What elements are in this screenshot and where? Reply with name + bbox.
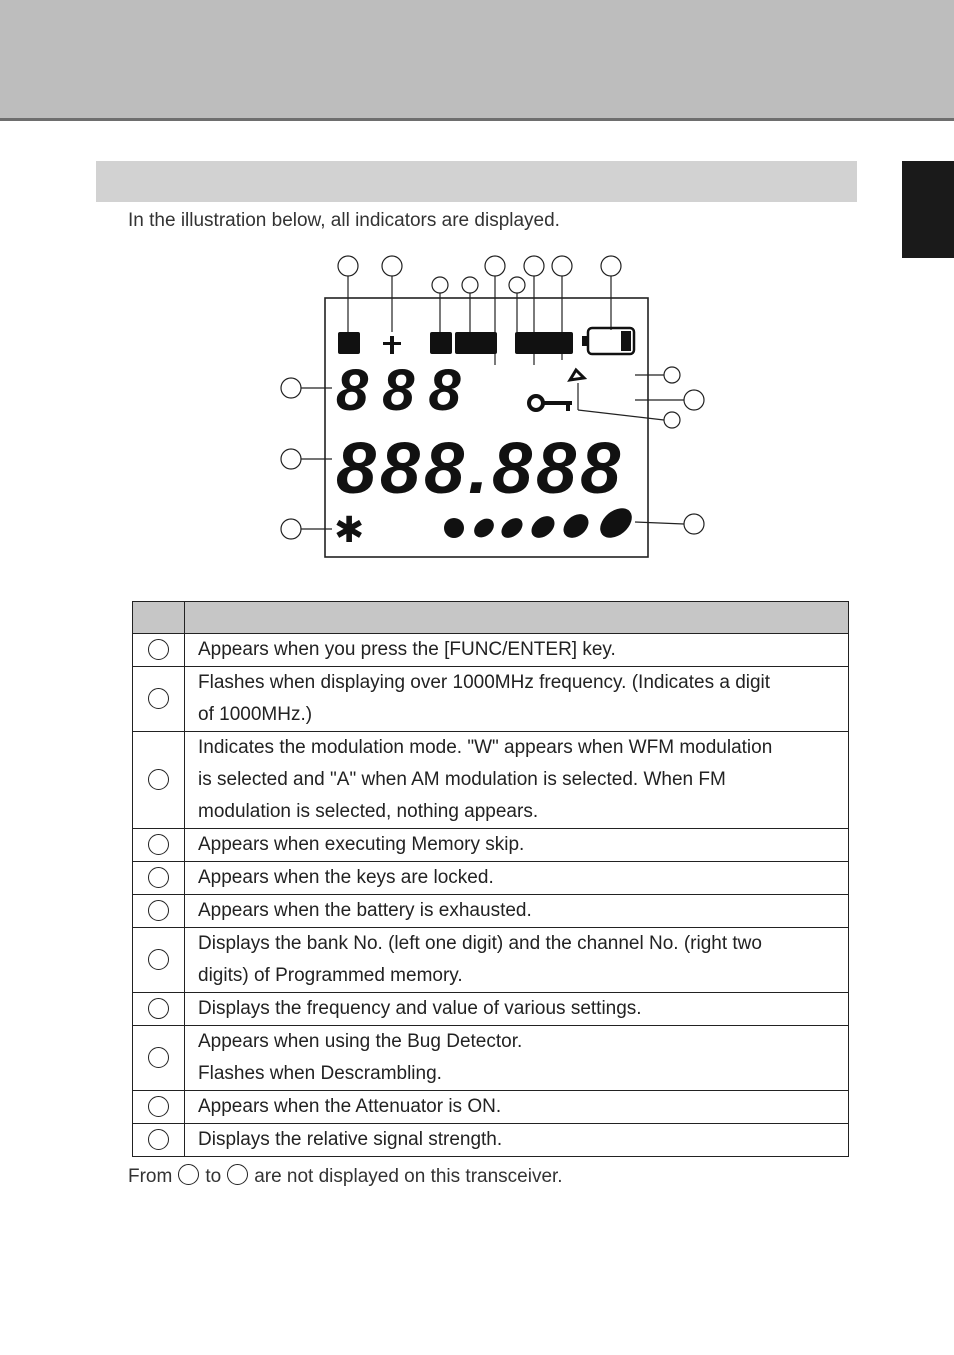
row-marker-cell bbox=[133, 1026, 185, 1091]
footnote-to: to bbox=[205, 1166, 222, 1187]
row-description: Appears when you press the [FUNC/ENTER] key. bbox=[185, 634, 849, 667]
circle-marker bbox=[148, 834, 169, 855]
row-marker-cell bbox=[133, 634, 185, 667]
row-description: Displays the relative signal strength. bbox=[185, 1124, 849, 1157]
footnote-rest: are not displayed on this transceiver. bbox=[254, 1166, 563, 1187]
row-marker-cell bbox=[133, 1124, 185, 1157]
chapter-tab bbox=[902, 161, 954, 258]
callout-circle bbox=[524, 256, 544, 276]
section-bar bbox=[96, 161, 857, 202]
callout-circle bbox=[664, 412, 680, 428]
callout-circle bbox=[281, 449, 301, 469]
row-marker-cell bbox=[133, 667, 185, 732]
indicator-table bbox=[132, 601, 849, 1157]
callout-circle bbox=[601, 256, 621, 276]
footnote-from: From bbox=[128, 1166, 173, 1187]
table-row bbox=[133, 1091, 849, 1124]
circle-marker bbox=[148, 688, 169, 709]
row-description: Indicates the modulation mode. "W" appears when WFM modulation is selected and "A" when AM modulation is selected. When FM modulation is selected, nothing appears. bbox=[185, 732, 849, 829]
row-marker-cell bbox=[133, 829, 185, 862]
asterisk-icon: ✱ bbox=[334, 510, 365, 551]
callout-circle bbox=[281, 378, 301, 398]
key-icon bbox=[529, 396, 572, 411]
circle-marker bbox=[148, 1096, 169, 1117]
callout-circle bbox=[552, 256, 572, 276]
callout-circle bbox=[462, 277, 478, 293]
callout-circle bbox=[338, 256, 358, 276]
header-description-cell bbox=[185, 602, 849, 634]
row-marker-cell bbox=[133, 732, 185, 829]
circle-marker bbox=[178, 1164, 199, 1185]
table-row bbox=[133, 732, 849, 829]
row-description: Appears when the Attenuator is ON. bbox=[185, 1091, 849, 1124]
lcd-top-digits: 888 bbox=[336, 358, 475, 423]
table-row bbox=[133, 1124, 849, 1157]
footnote bbox=[128, 1166, 563, 1188]
header-number-cell bbox=[133, 602, 185, 634]
header-rule bbox=[0, 118, 954, 121]
header-band bbox=[0, 0, 954, 118]
row-description: Displays the frequency and value of various settings. bbox=[185, 993, 849, 1026]
table-row bbox=[133, 993, 849, 1026]
table-row bbox=[133, 862, 849, 895]
circle-marker bbox=[148, 998, 169, 1019]
circle-marker bbox=[227, 1164, 248, 1185]
circle-marker bbox=[148, 639, 169, 660]
row-description: Flashes when displaying over 1000MHz frequency. (Indicates a digit of 1000MHz.) bbox=[185, 667, 849, 732]
row-marker-cell bbox=[133, 1091, 185, 1124]
circle-marker bbox=[148, 769, 169, 790]
table-row bbox=[133, 634, 849, 667]
battery-icon bbox=[582, 328, 634, 354]
table-row bbox=[133, 928, 849, 993]
callout-circle bbox=[382, 256, 402, 276]
row-description: Displays the bank No. (left one digit) and the channel No. (right two digits) of Programmed memory. bbox=[185, 928, 849, 993]
table-row bbox=[133, 829, 849, 862]
lcd-illustration bbox=[270, 250, 720, 570]
table-row bbox=[133, 1026, 849, 1091]
callout-circle bbox=[684, 390, 704, 410]
circle-marker bbox=[148, 867, 169, 888]
table-row bbox=[133, 895, 849, 928]
bell-icon bbox=[570, 370, 584, 380]
table-header-row bbox=[133, 602, 849, 634]
callout-circle bbox=[281, 519, 301, 539]
row-description: Appears when the battery is exhausted. bbox=[185, 895, 849, 928]
circle-marker bbox=[148, 1129, 169, 1150]
row-marker-cell bbox=[133, 993, 185, 1026]
intro-text: In the illustration below, all indicators are displayed. bbox=[128, 210, 560, 231]
callout-circle bbox=[485, 256, 505, 276]
table-body bbox=[133, 634, 849, 1157]
callout-circle bbox=[664, 367, 680, 383]
row-description: Appears when executing Memory skip. bbox=[185, 829, 849, 862]
row-description: Appears when using the Bug Detector. Flashes when Descrambling. bbox=[185, 1026, 849, 1091]
row-description: Appears when the keys are locked. bbox=[185, 862, 849, 895]
callout-circle bbox=[509, 277, 525, 293]
circle-marker bbox=[148, 900, 169, 921]
circle-marker bbox=[148, 1047, 169, 1068]
circle-marker bbox=[148, 949, 169, 970]
lcd-diagram bbox=[270, 250, 720, 570]
callout-circle bbox=[432, 277, 448, 293]
callout-circle bbox=[684, 514, 704, 534]
lcd-main-digits: 888.888 bbox=[336, 429, 625, 509]
table-row bbox=[133, 667, 849, 732]
row-marker-cell bbox=[133, 862, 185, 895]
row-marker-cell bbox=[133, 928, 185, 993]
row-marker-cell bbox=[133, 895, 185, 928]
